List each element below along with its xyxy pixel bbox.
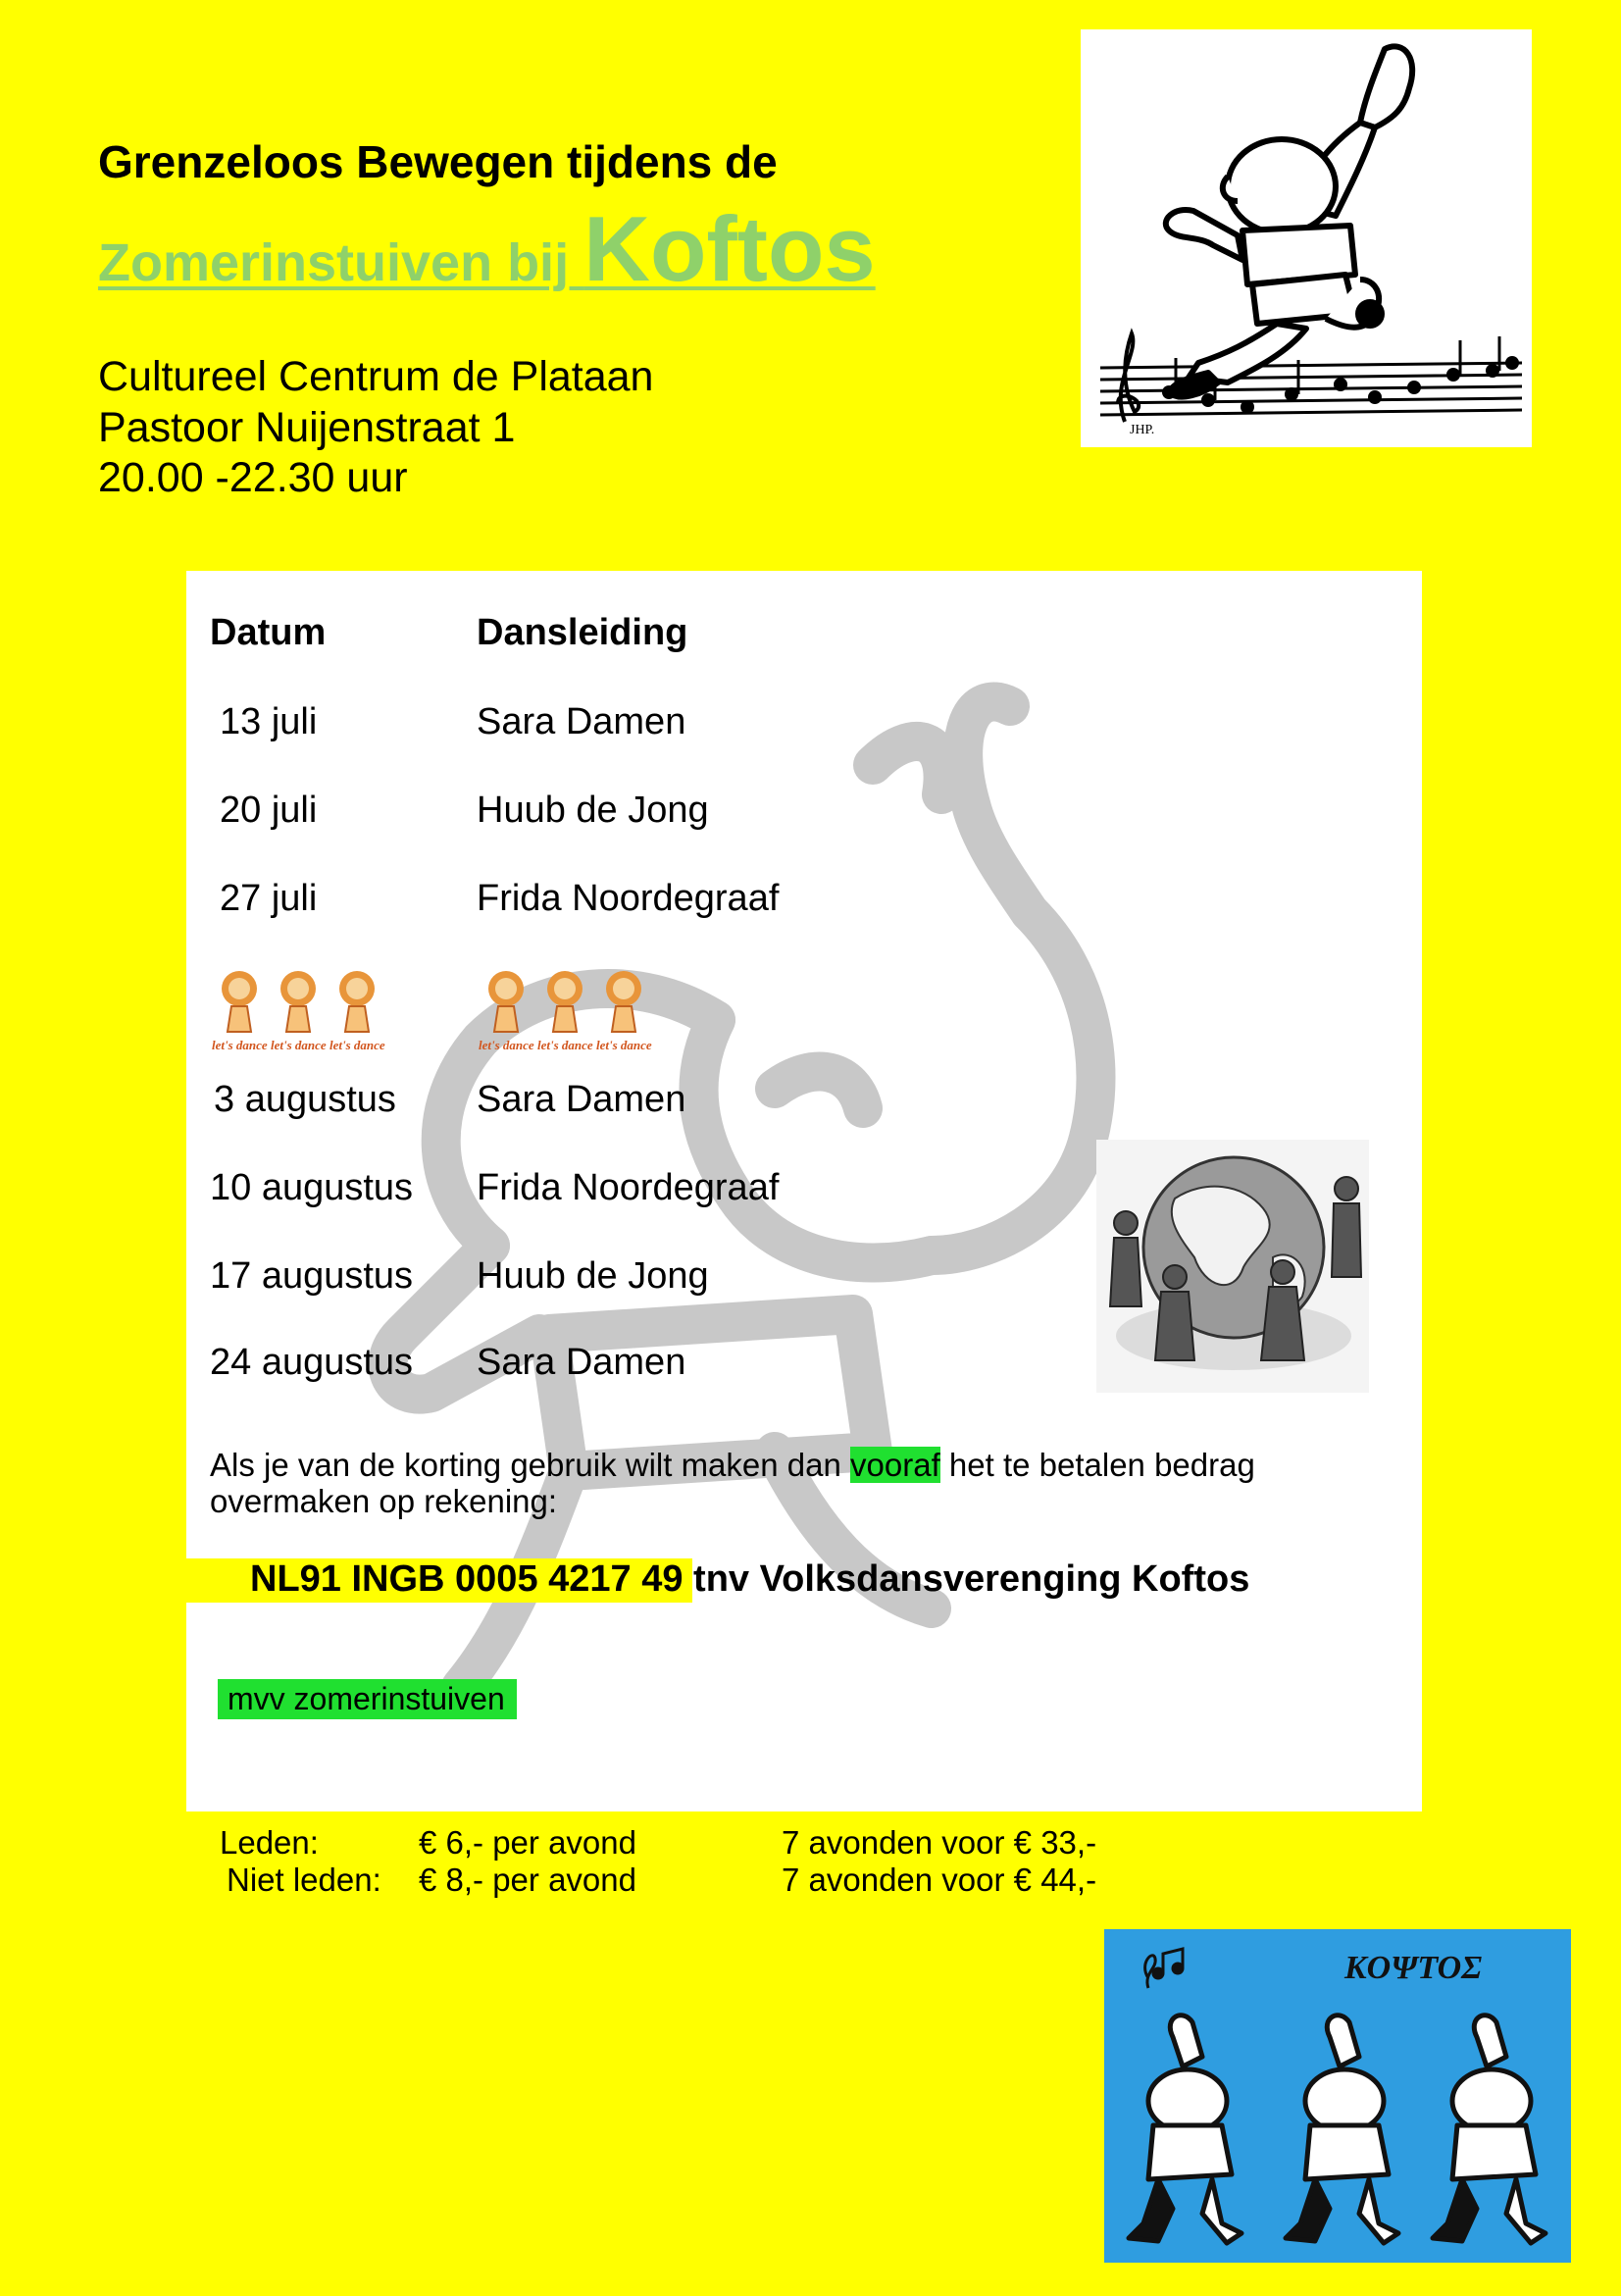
lets-dance-label: let's dance xyxy=(596,1038,652,1052)
venue-name: Cultureel Centrum de Plataan xyxy=(98,353,654,400)
lets-dance-label: let's dance xyxy=(479,1038,534,1052)
globe-people-illustration xyxy=(1096,1140,1369,1393)
nonmembers-label: Niet leden: xyxy=(227,1862,381,1898)
header-date: Datum xyxy=(210,612,327,653)
title-koftos: Koftos xyxy=(583,197,876,300)
header-leader: Dansleiding xyxy=(477,612,688,653)
lets-dance-label: let's dance xyxy=(329,1038,385,1052)
members-bundle: 7 avonden voor € 33,- xyxy=(782,1824,1097,1861)
lets-dance-lions-right xyxy=(477,961,663,1054)
schedule-date: 17 augustus xyxy=(210,1255,414,1297)
nonmembers-bundle: 7 avonden voor € 44,- xyxy=(782,1862,1097,1898)
schedule-date: 13 juli xyxy=(220,701,318,742)
payment-note xyxy=(210,1447,1338,1519)
schedule-leader: Frida Noordegraaf xyxy=(477,1167,780,1208)
schedule-date: 10 augustus xyxy=(210,1167,414,1208)
schedule-leader: Sara Damen xyxy=(477,1342,686,1383)
lets-dance-label: let's dance xyxy=(271,1038,327,1052)
venue-time: 20.00 -22.30 uur xyxy=(98,454,408,501)
venue-address: Pastoor Nuijenstraat 1 xyxy=(98,404,516,451)
dancer-drawing xyxy=(1081,29,1532,447)
schedule-date: 27 juli xyxy=(220,878,318,919)
schedule-leader: Frida Noordegraaf xyxy=(477,878,780,919)
payment-note-highlight: vooraf xyxy=(850,1447,940,1483)
lets-dance-lions-left xyxy=(210,961,396,1054)
title-line-2 xyxy=(98,196,876,302)
payment-note-part-2: het te betalen bedrag overmaken op rekening: xyxy=(210,1447,1255,1519)
bank-account xyxy=(250,1558,1249,1601)
members-label: Leden: xyxy=(220,1824,319,1861)
schedule-leader: Sara Damen xyxy=(477,701,686,742)
nonmembers-price: € 8,- per avond xyxy=(419,1862,636,1898)
iban-number: NL91 INGB 0005 4217 49 xyxy=(250,1558,684,1600)
dancer-illustration xyxy=(1081,29,1532,447)
artist-signature: JHP. xyxy=(1130,423,1155,437)
title-zomerinstuiven: Zomerinstuiven bij xyxy=(98,233,584,292)
lets-dance-label: let's dance xyxy=(212,1038,268,1052)
members-price: € 6,- per avond xyxy=(419,1824,636,1861)
schedule-date: 24 augustus xyxy=(210,1342,414,1383)
koftos-dancers-artwork xyxy=(1104,1929,1571,2263)
payment-reference: mvv zomerinstuiven xyxy=(218,1679,517,1719)
lets-dance-label: let's dance xyxy=(537,1038,593,1052)
title-line-1: Grenzeloos Bewegen tijdens de xyxy=(98,136,778,187)
schedule-date: 3 augustus xyxy=(214,1079,396,1120)
koftos-logo-text: KOΨTOΣ xyxy=(1344,1950,1483,1986)
payment-note-part-1: Als je van de korting gebruik wilt maken dan xyxy=(210,1447,851,1483)
schedule-leader: Huub de Jong xyxy=(477,1255,709,1297)
account-holder: tnv Volksdansverenging Koftos xyxy=(683,1558,1250,1600)
schedule-leader: Huub de Jong xyxy=(477,790,709,831)
schedule-date: 20 juli xyxy=(220,790,318,831)
schedule-leader: Sara Damen xyxy=(477,1079,686,1120)
